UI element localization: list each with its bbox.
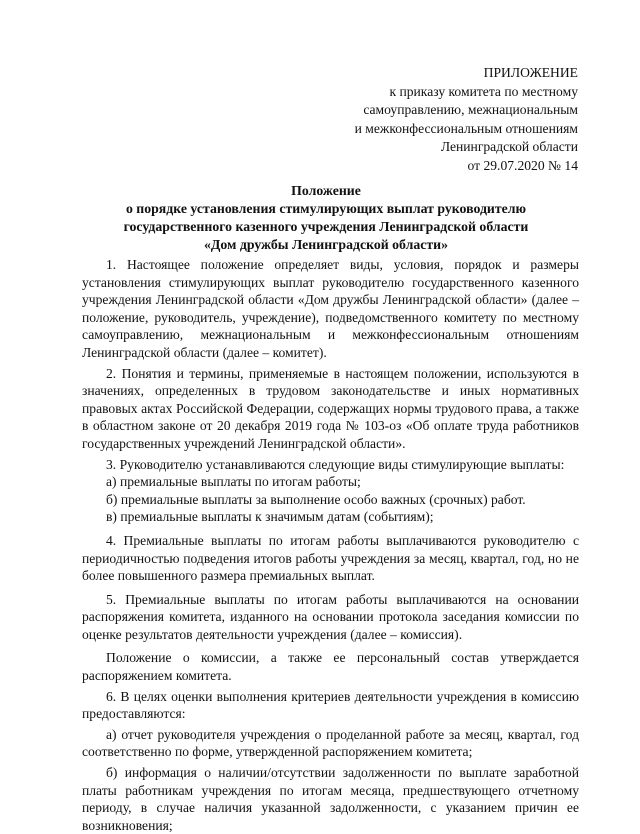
list-item-6b: б) информация о наличии/отсутствии задолженности по выплате заработной платы работникам учреждения по итогам месяца, предшествующего отчетному периоду, в случае наличия указанной задолженности, с указанием причин ее возникновения; [82,765,579,833]
appendix-line: ПРИЛОЖЕНИЕ [483,65,578,80]
document-body [82,256,579,834]
paragraph-4: 4. Премиальные выплаты по итогам работы выплачиваются руководителю с периодичностью подведения итогов работы учреждения за месяц, квартал, год, но не более повышенного размера премиальных выплат. [82,532,579,584]
title-line: Положение [291,183,361,198]
paragraph-6: 6. В целях оценки выполнения критериев деятельности учреждения в комиссию предоставляются: [82,688,579,722]
document-title [70,182,582,254]
title-line: «Дом дружбы Ленинградской области» [203,237,448,252]
paragraph-commission: Положение о комиссии, а также ее персональный состав утверждается распоряжением комитета. [82,650,579,684]
appendix-line: Ленинградской области [440,139,578,154]
list-item-a: а) премиальные выплаты по итогам работы; [106,474,361,490]
paragraph-1: 1. Настоящее положение определяет виды, условия, порядок и размеры установления стимулирующих выплат руководителю государственного казенного учреждения Ленинградской области «Дом дружбы Ленинградской области» (далее – положение, руководитель, учреждение), подведомственного комитету по местному самоуправлению, межнациональным и межконфессиональным отношениям Ленинградской области (далее – комитет). [82,257,579,360]
paragraph-2: 2. Понятия и термины, применяемые в настоящем положении, используются в значениях, определенных в трудовом законодательстве и иных нормативных правовых актах Российской Федерации, содержащих нормы трудового права, а также в областном законе от 20 декабря 2019 года № 103-оз «Об оплате труда работников государственных учреждений Ленинградской области». [82,365,579,451]
appendix-line: к приказу комитета по местному [389,83,578,99]
paragraph-3: 3. Руководителю устанавливаются следующие виды стимулирующие выплаты: [106,456,565,472]
list-item-b: б) премиальные выплаты за выполнение особо важных (срочных) работ. [106,491,526,507]
list-item-6a: а) отчет руководителя учреждения о проделанной работе за месяц, квартал, год соответственно по форме, утвержденной распоряжением комитета; [82,726,579,760]
list-item-c: в) премиальные выплаты к значимым датам (событиям); [106,509,434,525]
appendix-line: и межконфессиональным отношениям [354,120,578,136]
title-line: государственного казенного учреждения Ленинградской области [123,219,529,234]
appendix-header [218,64,578,175]
title-line: о порядке установления стимулирующих выплат руководителю [125,201,527,216]
paragraph-5: 5. Премиальные выплаты по итогам работы выплачиваются на основании распоряжения комитета, изданного на основании протокола заседания комиссии по оценке результатов деятельности учреждения (далее – комиссия). [82,591,579,642]
appendix-line: от 29.07.2020 № 14 [467,157,578,173]
appendix-line: самоуправлению, межнациональным [363,102,578,117]
